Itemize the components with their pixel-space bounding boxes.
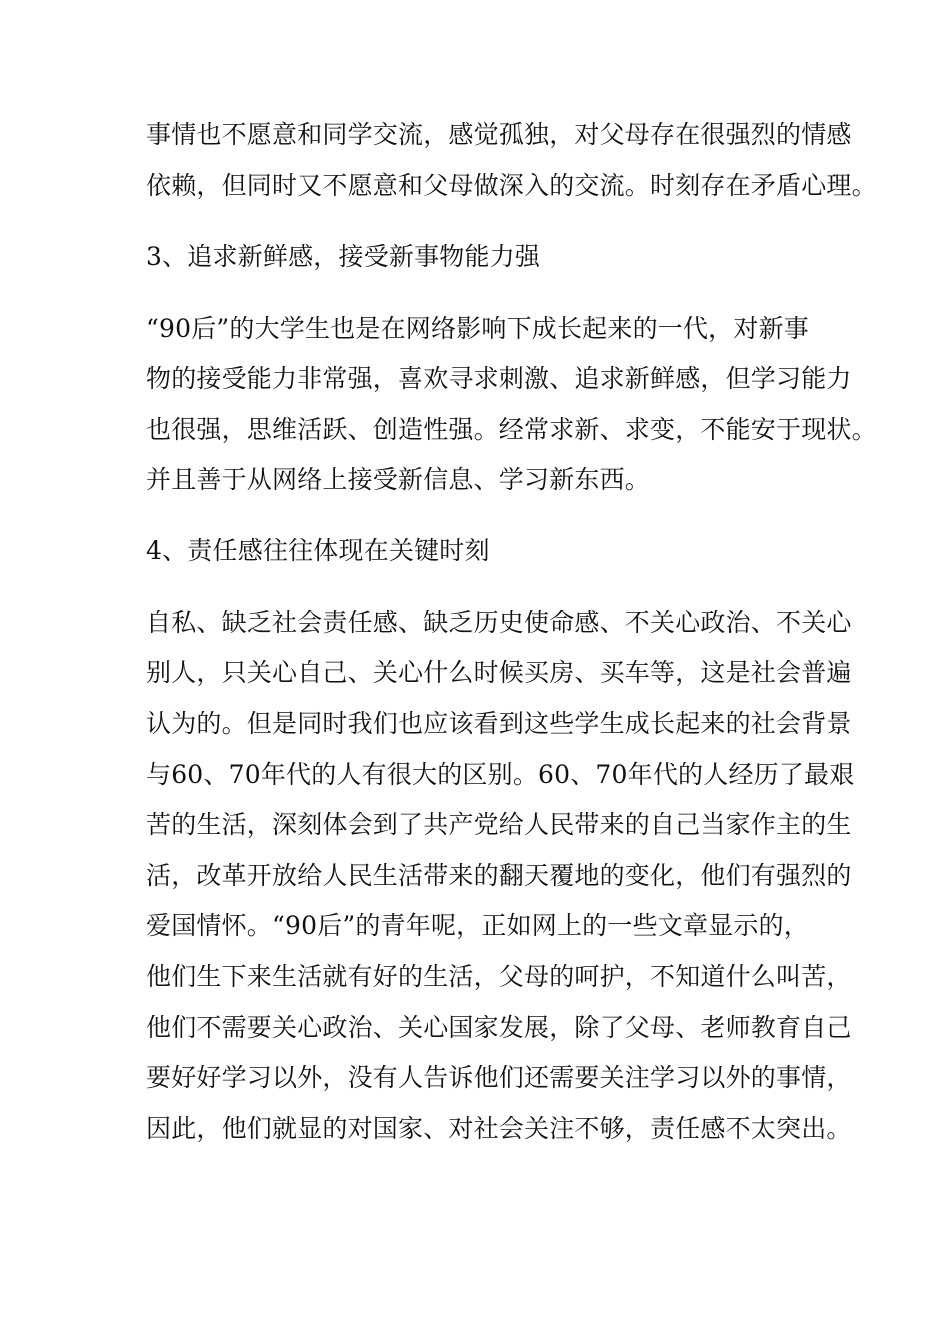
- paragraph-2-line-2: 物的接受能力非常强，喜欢寻求刺激、追求新鲜感，但学习能力: [146, 364, 852, 393]
- paragraph-3-line-11: 因此，他们就显的对国家、对社会关注不够，责任感不太突出。: [146, 1114, 852, 1143]
- paragraph-3-line-9: 他们不需要关心政治、关心国家发展，除了父母、老师教育自己: [146, 1013, 852, 1042]
- paragraph-3-line-7: 爱国情怀。“90后”的青年呢，正如网上的一些文章显示的，: [146, 911, 809, 940]
- paragraph-3-line-4: 与60、70年代的人有很大的区别。60、70年代的人经历了最艰: [146, 760, 855, 789]
- paragraph-3-line-3: 认为的。但是同时我们也应该看到这些学生成长起来的社会背景: [146, 709, 852, 738]
- paragraph-3-line-2: 别人，只关心自己、关心什么时候买房、买车等，这是社会普遍: [146, 658, 852, 687]
- paragraph-1-line-2: 依赖，但同时又不愿意和父母做深入的交流。时刻存在矛盾心理。: [146, 171, 877, 200]
- paragraph-3-line-6: 活，改革开放给人民生活带来的翻天覆地的变化，他们有强烈的: [146, 861, 852, 890]
- paragraph-1-line-1: 事情也不愿意和同学交流，感觉孤独，对父母存在很强烈的情感: [146, 120, 852, 149]
- section-heading-3: 3、追求新鲜感，接受新事物能力强: [146, 242, 541, 271]
- paragraph-3-line-10: 要好好学习以外，没有人告诉他们还需要关注学习以外的事情，: [146, 1063, 852, 1092]
- paragraph-3-line-1: 自私、缺乏社会责任感、缺乏历史使命感、不关心政治、不关心: [146, 608, 852, 637]
- paragraph-2-line-1: “90后”的大学生也是在网络影响下成长起来的一代，对新事: [146, 314, 809, 343]
- paragraph-3-line-5: 苦的生活，深刻体会到了共产党给人民带来的自己当家作主的生: [146, 810, 852, 839]
- paragraph-3-line-8: 他们生下来生活就有好的生活，父母的呵护，不知道什么叫苦，: [146, 962, 852, 991]
- paragraph-2-line-4: 并且善于从网络上接受新信息、学习新东西。: [146, 465, 651, 494]
- paragraph-2-line-3: 也很强，思维活跃、创造性强。经常求新、求变，不能安于现状。: [146, 415, 877, 444]
- section-heading-4: 4、责任感往往体现在关键时刻: [146, 536, 490, 565]
